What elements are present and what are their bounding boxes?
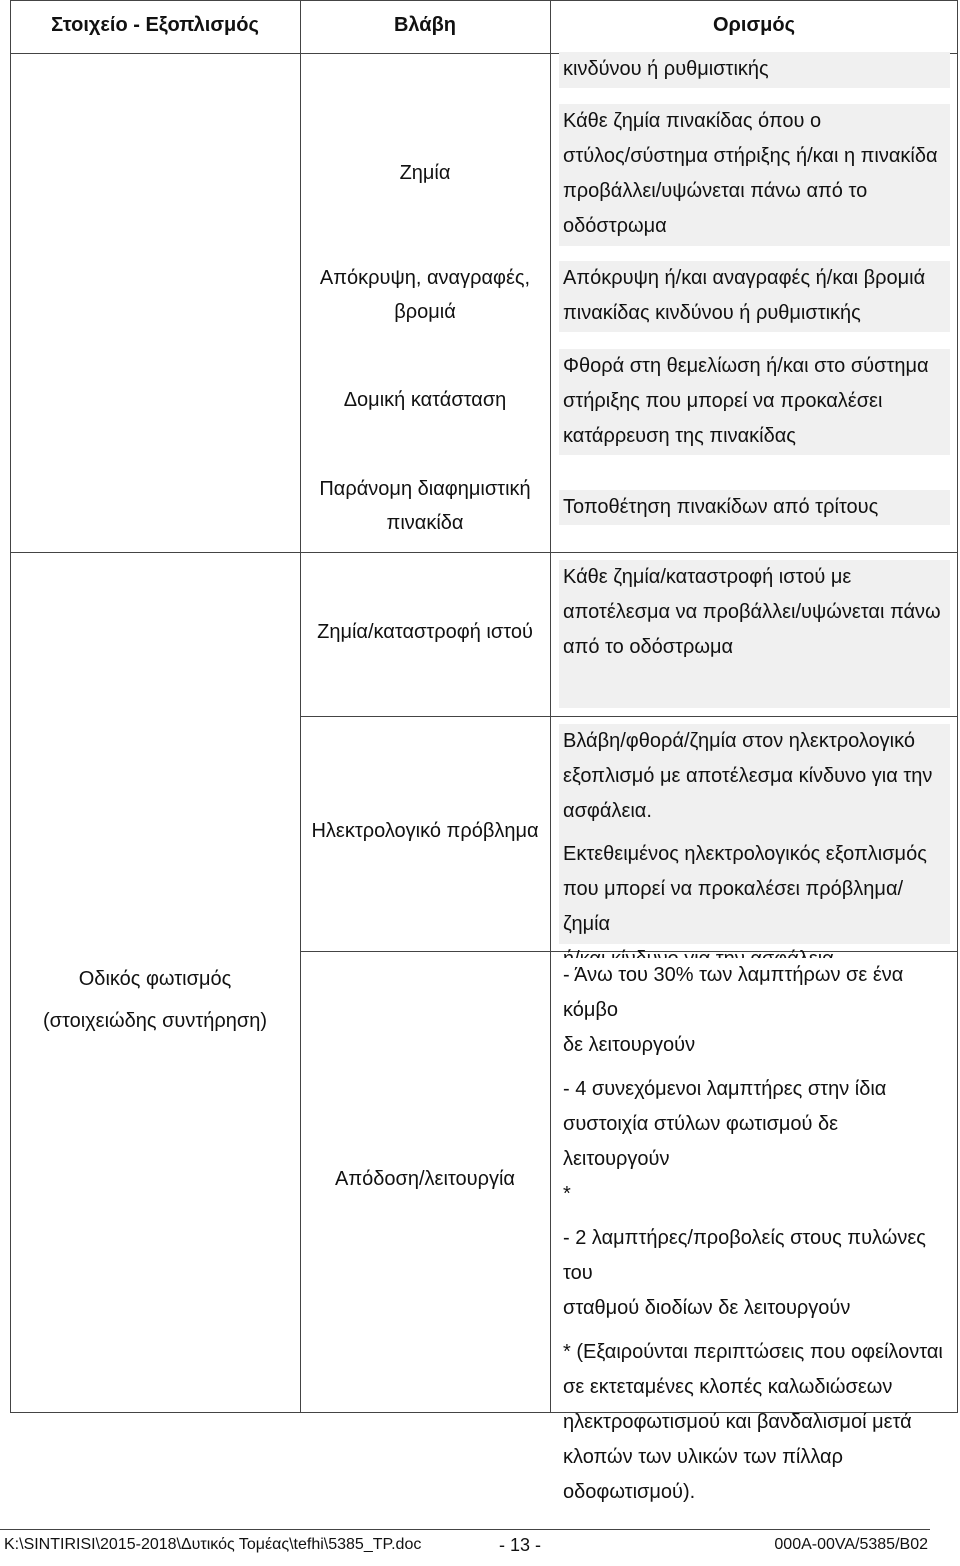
row-divider <box>300 552 958 553</box>
damage-cell: Ζημία/καταστροφή ιστού <box>317 621 533 643</box>
damage-cell: Ηλεκτρολογικό πρόβλημα <box>311 820 539 842</box>
definition-cell <box>559 52 950 88</box>
damage-cell: Απόδοση/λειτουργία <box>335 1168 515 1190</box>
definition-line: * (Εξαιρούνται περιπτώσεις που οφείλονται <box>563 1341 943 1363</box>
definition-line: οδοφωτισμού). <box>563 1481 696 1503</box>
definition-line: σε εκτεταμένες κλοπές καλωδιώσεων <box>563 1376 893 1398</box>
definition-line: οδόστρωμα <box>563 215 667 237</box>
definition-line: πινακίδας κινδύνου ή ρυθμιστικής <box>563 302 861 324</box>
header-definition: Ορισμός <box>712 14 796 36</box>
damage-cell: Παράνομη διαφημιστική πινακίδα <box>319 478 531 534</box>
definition-line: από το οδόστρωμα <box>563 636 734 658</box>
definition-line: Κάθε ζημία/καταστροφή ιστού με <box>563 566 852 588</box>
definition-line: δε λειτουργούν <box>563 1034 696 1056</box>
definition-line: - Άνω του 30% των λαμπτήρων σε ένα κόμβο <box>563 964 904 1021</box>
group-divider <box>10 552 300 553</box>
definition-cell <box>559 261 950 332</box>
definition-line: προβάλλει/υψώνεται πάνω από το <box>563 180 868 202</box>
element-group-cell <box>10 958 300 1042</box>
footer-page-number: - 13 - <box>498 1535 541 1555</box>
footer-path: K:\SINTIRISI\2015-2018\Δυτικός Τομέας\tefhi\5385_TP.doc <box>4 1536 422 1553</box>
header-element: Στοιχείο - Εξοπλισμός <box>51 14 259 36</box>
definition-line: Εκτεθειμένος ηλεκτρολογικός εξοπλισμός <box>563 843 927 865</box>
definition-line: Τοποθέτηση πινακίδων από τρίτους <box>563 496 879 518</box>
definition-line: που μπορεί να προκαλέσει πρόβλημα/ζημία <box>563 878 904 935</box>
table-border-left <box>10 0 11 1413</box>
definition-line: Βλάβη/φθορά/ζημία στον ηλεκτρολογικό <box>563 730 916 752</box>
definition-cell <box>559 104 950 246</box>
row-divider <box>300 716 958 717</box>
definition-cell <box>559 560 950 708</box>
column-divider-1 <box>300 0 301 1413</box>
definition-line: στήριξης που μπορεί να προκαλέσει <box>563 390 883 412</box>
definition-line: σταθμού διοδίων δε λειτουργούν <box>563 1297 851 1319</box>
definition-cell <box>559 490 950 525</box>
definition-line: στύλος/σύστημα στήριξης ή/και η πινακίδα <box>563 145 938 167</box>
definition-cell <box>559 349 950 455</box>
definition-line: ασφάλεια. <box>563 800 652 822</box>
definition-cell <box>559 724 950 944</box>
definition-line: αποτέλεσμα να προβάλλει/υψώνεται πάνω <box>563 601 941 623</box>
damage-cell: Απόκρυψη, αναγραφές, βρομιά <box>319 267 531 323</box>
damage-cell: Δομική κατάσταση <box>343 389 507 411</box>
table-border-top <box>10 0 958 1</box>
footer-code: 000A-00VA/5385/B02 <box>774 1536 928 1553</box>
definition-line: - 2 λαμπτήρες/προβολείς στους πυλώνες του <box>563 1227 926 1284</box>
column-divider-2 <box>550 0 551 1413</box>
damage-cell: Ζημία <box>399 162 451 184</box>
definition-cell <box>559 958 950 1503</box>
definition-line: ηλεκτροφωτισμού και βανδαλισμοί μετά <box>563 1411 912 1433</box>
definition-line: Κάθε ζημία πινακίδας όπου ο <box>563 110 822 132</box>
table-border-right <box>957 0 958 1413</box>
definition-line: εξοπλισμό με αποτέλεσμα κίνδυνο για την <box>563 765 933 787</box>
definition-line: κατάρρευση της πινακίδας <box>563 425 796 447</box>
definition-line: - 4 συνεχόμενοι λαμπτήρες στην ίδια <box>563 1078 887 1100</box>
element-group-subtitle: (στοιχειώδης συντήρηση) <box>42 1010 268 1032</box>
definition-line: συστοιχία στύλων φωτισμού δε λειτουργούν <box>563 1113 839 1170</box>
element-group-title: Οδικός φωτισμός <box>78 968 232 990</box>
header-damage: Βλάβη <box>393 14 457 36</box>
definition-line: κινδύνου ή ρυθμιστικής <box>563 58 769 80</box>
definition-line: κλοπών των υλικών των πίλλαρ <box>563 1446 843 1468</box>
definition-line: Απόκρυψη ή/και αναγραφές ή/και βρομιά <box>563 267 926 289</box>
definition-line: * <box>563 1183 571 1205</box>
definition-line: Φθορά στη θεμελίωση ή/και στο σύστημα <box>563 355 929 377</box>
